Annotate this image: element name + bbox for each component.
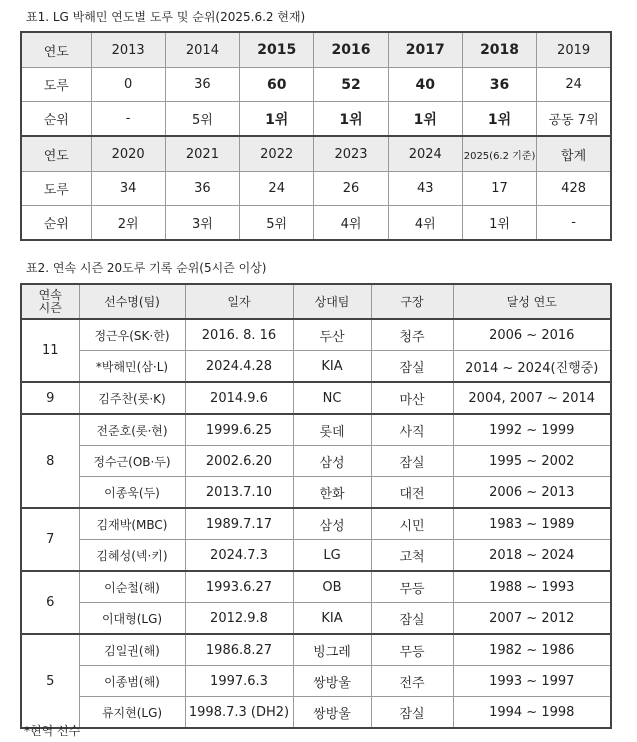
stadium-cell: 전주 <box>371 666 453 697</box>
stadium-cell: 사직 <box>371 414 453 446</box>
rank-cell: - <box>91 102 165 137</box>
period-cell: 2014 ~ 2024(진행중) <box>453 351 611 383</box>
yearly-steals-table <box>20 31 612 241</box>
period-cell: 1982 ~ 1986 <box>453 634 611 666</box>
opponent-header: 상대팀 <box>293 284 371 319</box>
steals-row <box>21 172 611 206</box>
year-cell: 2020 <box>91 136 165 172</box>
rank-cell: 2위 <box>91 206 165 241</box>
date-cell: 2016. 8. 16 <box>185 319 293 351</box>
table-row <box>21 446 611 477</box>
rank-cell: 1위 <box>462 102 536 137</box>
period-cell: 1988 ~ 1993 <box>453 571 611 603</box>
date-cell: 2013.7.10 <box>185 477 293 509</box>
date-cell: 1998.7.3 (DH2) <box>185 697 293 729</box>
date-cell: 1989.7.17 <box>185 508 293 540</box>
opponent-cell: 빙그레 <box>293 634 371 666</box>
stadium-cell: 잠실 <box>371 603 453 635</box>
steals-cell: 26 <box>314 172 388 206</box>
period-cell: 1995 ~ 2002 <box>453 446 611 477</box>
period-cell: 2018 ~ 2024 <box>453 540 611 572</box>
rank-row <box>21 206 611 241</box>
year-cell: 2023 <box>314 136 388 172</box>
opponent-cell: KIA <box>293 603 371 635</box>
table-row <box>21 351 611 383</box>
period-cell: 1993 ~ 1997 <box>453 666 611 697</box>
player-cell: 정근우(SK·한) <box>79 319 185 351</box>
period-cell: 2007 ~ 2012 <box>453 603 611 635</box>
period-cell: 2006 ~ 2016 <box>453 319 611 351</box>
year-label: 연도 <box>21 32 91 68</box>
player-cell: 전준호(롯·현) <box>79 414 185 446</box>
rank-cell: 5위 <box>240 206 314 241</box>
consecutive-seasons-table <box>20 283 612 729</box>
stadium-cell: 대전 <box>371 477 453 509</box>
rank-cell: 공동 7위 <box>537 102 611 137</box>
stadium-cell: 청주 <box>371 319 453 351</box>
year-cell: 2014 <box>165 32 239 68</box>
stadium-cell: 시민 <box>371 508 453 540</box>
stadium-cell: 마산 <box>371 382 453 414</box>
rank-cell: 1위 <box>314 102 388 137</box>
seasons-cell: 5 <box>21 634 79 728</box>
table-row <box>21 414 611 446</box>
opponent-cell: 롯데 <box>293 414 371 446</box>
steals-cell: 34 <box>91 172 165 206</box>
stadium-cell: 잠실 <box>371 351 453 383</box>
steals-cell: 0 <box>91 68 165 102</box>
date-header: 일자 <box>185 284 293 319</box>
player-header: 선수명(팀) <box>79 284 185 319</box>
player-cell: 류지현(LG) <box>79 697 185 729</box>
table-row <box>21 477 611 509</box>
seasons-header-line2: 시즌 <box>38 300 62 315</box>
steals-label: 도루 <box>21 68 91 102</box>
rank-cell: 5위 <box>165 102 239 137</box>
period-header: 달성 연도 <box>453 284 611 319</box>
seasons-cell: 8 <box>21 414 79 508</box>
steals-cell: 36 <box>462 68 536 102</box>
year-cell: 2022 <box>240 136 314 172</box>
opponent-cell: OB <box>293 571 371 603</box>
table-row <box>21 508 611 540</box>
period-cell: 1994 ~ 1998 <box>453 697 611 729</box>
year-label: 연도 <box>21 136 91 172</box>
rank-cell: 1위 <box>388 102 462 137</box>
period-cell: 2006 ~ 2013 <box>453 477 611 509</box>
rank-cell: 1위 <box>462 206 536 241</box>
player-cell: 이종범(해) <box>79 666 185 697</box>
opponent-cell: 쌍방울 <box>293 666 371 697</box>
stadium-cell: 고척 <box>371 540 453 572</box>
table-row <box>21 697 611 729</box>
table2-header-row <box>21 284 611 319</box>
date-cell: 1997.6.3 <box>185 666 293 697</box>
seasons-cell: 9 <box>21 382 79 414</box>
rank-row <box>21 102 611 137</box>
steals-cell: 52 <box>314 68 388 102</box>
player-cell: 이순철(해) <box>79 571 185 603</box>
player-cell: 김주찬(롯·K) <box>79 382 185 414</box>
seasons-cell: 6 <box>21 571 79 634</box>
footnote: *현역 선수 <box>24 724 81 738</box>
year-cell: 2013 <box>91 32 165 68</box>
year-cell: 2025(6.2 기준) <box>462 136 536 172</box>
steals-cell: 17 <box>462 172 536 206</box>
seasons-cell: 11 <box>21 319 79 382</box>
player-cell: 정수근(OB·두) <box>79 446 185 477</box>
year-cell: 2018 <box>462 32 536 68</box>
rank-total: - <box>537 206 611 241</box>
stadium-cell: 잠실 <box>371 446 453 477</box>
seasons-cell: 7 <box>21 508 79 571</box>
year-header-row <box>21 32 611 68</box>
period-cell: 1992 ~ 1999 <box>453 414 611 446</box>
table-row <box>21 666 611 697</box>
table-row <box>21 540 611 572</box>
stadium-cell: 잠실 <box>371 697 453 729</box>
stadium-cell: 무등 <box>371 634 453 666</box>
year-header-row <box>21 136 611 172</box>
opponent-cell: 삼성 <box>293 508 371 540</box>
total-label: 합계 <box>537 136 611 172</box>
date-cell: 1999.6.25 <box>185 414 293 446</box>
steals-cell: 36 <box>165 68 239 102</box>
year-cell: 2015 <box>240 32 314 68</box>
opponent-cell: LG <box>293 540 371 572</box>
date-cell: 2002.6.20 <box>185 446 293 477</box>
date-cell: 2024.4.28 <box>185 351 293 383</box>
rank-label: 순위 <box>21 206 91 241</box>
year-cell: 2024 <box>388 136 462 172</box>
period-cell: 1983 ~ 1989 <box>453 508 611 540</box>
stadium-cell: 무등 <box>371 571 453 603</box>
player-cell: 이대형(LG) <box>79 603 185 635</box>
date-cell: 2012.9.8 <box>185 603 293 635</box>
rank-cell: 4위 <box>388 206 462 241</box>
player-cell: 이종욱(두) <box>79 477 185 509</box>
steals-cell: 60 <box>240 68 314 102</box>
player-cell: 김일권(해) <box>79 634 185 666</box>
date-cell: 2024.7.3 <box>185 540 293 572</box>
player-cell: 김혜성(넥·키) <box>79 540 185 572</box>
date-cell: 1993.6.27 <box>185 571 293 603</box>
seasons-header <box>21 284 79 319</box>
steals-cell: 40 <box>388 68 462 102</box>
table-row <box>21 634 611 666</box>
steals-cell: 24 <box>537 68 611 102</box>
rank-cell: 1위 <box>240 102 314 137</box>
opponent-cell: 한화 <box>293 477 371 509</box>
table2-caption: 표2. 연속 시즌 20도루 기록 순위(5시즌 이상) <box>26 261 267 275</box>
player-cell: *박해민(삼·L) <box>79 351 185 383</box>
rank-cell: 3위 <box>165 206 239 241</box>
opponent-cell: KIA <box>293 351 371 383</box>
steals-cell: 36 <box>165 172 239 206</box>
stadium-header: 구장 <box>371 284 453 319</box>
opponent-cell: 삼성 <box>293 446 371 477</box>
year-cell: 2019 <box>537 32 611 68</box>
steals-total: 428 <box>537 172 611 206</box>
steals-cell: 24 <box>240 172 314 206</box>
year-cell: 2021 <box>165 136 239 172</box>
date-cell: 2014.9.6 <box>185 382 293 414</box>
rank-cell: 4위 <box>314 206 388 241</box>
steals-row <box>21 68 611 102</box>
opponent-cell: NC <box>293 382 371 414</box>
steals-cell: 43 <box>388 172 462 206</box>
date-cell: 1986.8.27 <box>185 634 293 666</box>
year-cell: 2016 <box>314 32 388 68</box>
table-row <box>21 571 611 603</box>
steals-label: 도루 <box>21 172 91 206</box>
period-cell: 2004, 2007 ~ 2014 <box>453 382 611 414</box>
year-cell: 2017 <box>388 32 462 68</box>
player-cell: 김재박(MBC) <box>79 508 185 540</box>
opponent-cell: 두산 <box>293 319 371 351</box>
table1-caption: 표1. LG 박해민 연도별 도루 및 순위(2025.6.2 현재) <box>26 10 306 24</box>
rank-label: 순위 <box>21 102 91 137</box>
table-row <box>21 603 611 635</box>
table-row <box>21 382 611 414</box>
table-row <box>21 319 611 351</box>
opponent-cell: 쌍방울 <box>293 697 371 729</box>
seasons-header-line1: 연속 <box>38 287 62 302</box>
